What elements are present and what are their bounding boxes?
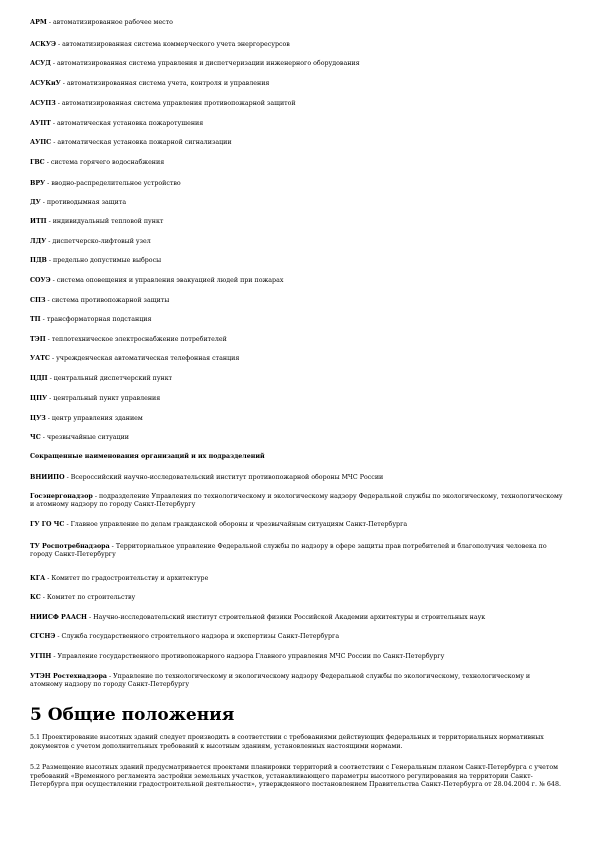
organization-entry	[30, 594, 135, 602]
abbreviation-separator: -	[44, 159, 51, 166]
organization-definition: Всероссийский научно-исследовательский институт противопожарной обороны МЧС России	[70, 474, 384, 481]
abbreviation-entry	[30, 316, 151, 324]
abbreviation-definition: автоматическая установка пожарной сигнализации	[57, 139, 232, 146]
organization-term: КГА	[30, 575, 46, 582]
abbreviation-separator: -	[46, 238, 53, 245]
abbreviation-definition: центр управления зданием	[51, 415, 143, 422]
organization-entry	[30, 633, 339, 641]
abbreviation-term: АСУД	[30, 60, 51, 67]
organization-term: КС	[30, 594, 41, 601]
organization-separator: -	[86, 614, 94, 621]
organization-term: НИИСФ РААСН	[30, 614, 87, 621]
organization-definition: Научно-исследовательский институт строительной физики Российской Академии архитектуры и строительных наук	[93, 614, 486, 621]
abbreviation-entry	[30, 180, 181, 188]
organization-entry	[30, 653, 444, 661]
abbreviation-entry	[30, 395, 160, 403]
abbreviation-definition: система оповещения и управления эвакуацией людей при пожарах	[56, 277, 284, 284]
organization-definition: Комитет по строительству	[46, 594, 136, 601]
organization-entry	[30, 474, 383, 482]
abbreviation-separator: -	[46, 19, 53, 26]
abbreviation-term: АСУКиУ	[30, 80, 61, 87]
abbreviation-term: ЦУЗ	[30, 415, 46, 422]
abbreviation-entry	[30, 199, 126, 207]
abbreviation-separator: -	[46, 218, 53, 225]
abbreviation-definition: система противопожарной защиты	[51, 297, 170, 304]
organization-term: Госэнергонадзор	[30, 493, 93, 500]
organization-separator: -	[45, 575, 52, 582]
abbreviation-separator: -	[50, 277, 57, 284]
abbreviation-term: АСУПЗ	[30, 100, 56, 107]
organization-definition: Служба государственного строительного надзора и экспертизы Санкт-Петербурга	[61, 633, 340, 640]
abbreviation-separator: -	[45, 415, 52, 422]
abbreviation-entry	[30, 355, 239, 363]
abbreviation-entry	[30, 336, 227, 344]
abbreviation-definition: автоматизированная система управления и диспетчеризации инженерного оборудования	[57, 60, 360, 67]
abbreviation-separator: -	[47, 375, 54, 382]
abbreviation-definition: трансформаторная подстанция	[46, 316, 152, 323]
abbreviation-entry	[30, 415, 143, 423]
organization-separator: -	[92, 493, 99, 500]
abbreviation-term: УАТС	[30, 355, 50, 362]
organization-term: ГУ ГО ЧС	[30, 521, 65, 528]
organizations-heading: Сокращенные наименования организаций и их подразделений	[30, 453, 265, 460]
abbreviation-separator: -	[50, 120, 58, 127]
abbreviation-definition: вводно-распределительное устройство	[51, 180, 181, 187]
abbreviation-term: ТЭП	[30, 336, 46, 343]
organization-definition: Комитет по градостроительству и архитектуре	[51, 575, 209, 582]
organization-definition: подразделение Управления по технологическому и экологическому надзору Федеральной службы по экологическому, технологическому и атомному надзору по городу Санкт-Петербургу	[30, 493, 563, 508]
organization-entry	[30, 673, 564, 689]
abbreviation-definition: автоматизированная система управления противопожарной защитой	[61, 100, 296, 107]
abbreviation-definition: индивидуальный тепловой пункт	[52, 218, 164, 225]
section-title: 5 Общие положения	[30, 705, 235, 725]
abbreviation-term: АУПС	[30, 139, 52, 146]
abbreviation-term: АСКУЭ	[30, 41, 56, 48]
abbreviation-entry	[30, 100, 296, 108]
abbreviation-entry	[30, 257, 161, 265]
abbreviation-term: ИТП	[30, 218, 47, 225]
abbreviation-separator: -	[46, 257, 54, 264]
abbreviation-definition: автоматизированная система учета, контроля и управления	[66, 80, 270, 87]
abbreviation-separator: -	[60, 80, 67, 87]
organization-separator: -	[40, 594, 47, 601]
abbreviation-definition: учрежденческая автоматическая телефонная станция	[56, 355, 240, 362]
abbreviation-term: АУПТ	[30, 120, 51, 127]
abbreviation-term: ПДВ	[30, 257, 47, 264]
organization-entry	[30, 493, 564, 509]
abbreviation-entry	[30, 41, 290, 49]
abbreviation-definition: противодымная защита	[46, 199, 127, 206]
section-paragraph: 5.2 Размещение высотных зданий предусматривается проектами планировки территорий в соответствии с Генеральным планом Санкт-Петербурга с учетом требований «Временного регламента застройки земельных участков, устанавливающего параметры высотного регулирования на территории Санкт-Петербурга при осуществлении градостроительной деятельности», утвержденного постановлением Правительства Санкт-Петербурга от 28.04.2004 г. № 648.	[30, 764, 561, 788]
abbreviation-separator: -	[47, 395, 54, 402]
organization-entry	[30, 614, 485, 622]
organization-term: ТУ Роспотребнадзора	[30, 543, 110, 550]
abbreviation-definition: автоматизированное рабочее место	[52, 19, 173, 26]
abbreviation-term: ЦПУ	[30, 395, 48, 402]
abbreviation-term: АРМ	[30, 19, 47, 26]
organization-definition: Управление государственного противопожарного надзора Главного управления МЧС России по Санкт-Петербургу	[57, 653, 445, 660]
organization-definition: Управление по технологическому и экологическому надзору Федеральной службы по экологическому, технологическому и атомному надзору по городу Санкт-Петербургу	[30, 673, 531, 688]
abbreviation-entry	[30, 297, 169, 305]
abbreviation-definition: диспетчерско-лифтовый узел	[52, 238, 151, 245]
organization-term: УГПН	[30, 653, 52, 660]
abbreviation-definition: центральный пункт управления	[53, 395, 161, 402]
abbreviation-term: СОУЭ	[30, 277, 51, 284]
organization-entry	[30, 521, 407, 529]
organization-term: УТЭН Ростехнадзора	[30, 673, 107, 680]
organization-separator: -	[51, 653, 58, 660]
abbreviation-separator: -	[56, 41, 63, 48]
abbreviation-definition: предельно допустимые выбросы	[53, 257, 162, 264]
abbreviation-separator: -	[40, 199, 47, 206]
abbreviation-term: СПЗ	[30, 297, 46, 304]
organization-entry	[30, 575, 208, 583]
abbreviation-separator: -	[45, 297, 52, 304]
abbreviation-entry	[30, 80, 269, 88]
abbreviation-definition: центральный диспетчерский пункт	[53, 375, 173, 382]
organization-definition: Главное управление по делам гражданской обороны и чрезвычайным ситуациям Санкт-Петербурга	[70, 521, 408, 528]
abbreviation-definition: автоматическая установка пожаротушения	[57, 120, 204, 127]
abbreviation-definition: теплотехническое электроснабжение потребителей	[51, 336, 227, 343]
abbreviation-entry	[30, 434, 129, 442]
abbreviation-separator: -	[55, 100, 62, 107]
section-paragraph: 5.1 Проектирование высотных зданий следует производить в соответствии с требованиями действующих федеральных и территориальных нормативных документов с учетом дополнительных требований к высотным зданиям, установленных настоящими нормами.	[30, 734, 544, 750]
abbreviation-term: ВРУ	[30, 180, 46, 187]
organization-entry	[30, 543, 564, 559]
abbreviation-term: ТП	[30, 316, 41, 323]
abbreviation-separator: -	[45, 336, 52, 343]
abbreviation-definition: чрезвычайные ситуации	[46, 434, 129, 441]
abbreviation-definition: автоматизированная система коммерческого учета энергоресурсов	[62, 41, 290, 48]
organization-separator: -	[109, 543, 116, 550]
organization-definition: Территориальное управление Федеральной службы по надзору в сфере защиты прав потребителей и благополучия человека по городу Санкт-Петербургу	[30, 543, 547, 558]
abbreviation-entry	[30, 120, 203, 128]
abbreviation-term: ЧС	[30, 434, 41, 441]
organization-term: ВНИИПО	[30, 474, 65, 481]
abbreviation-term: ЦДП	[30, 375, 48, 382]
organization-separator: -	[64, 521, 71, 528]
abbreviation-entry	[30, 159, 164, 167]
abbreviation-term: ДУ	[30, 199, 41, 206]
organization-separator: -	[106, 673, 114, 680]
abbreviation-separator: -	[50, 60, 57, 67]
abbreviation-entry	[30, 277, 283, 285]
organization-term: СГСНЭ	[30, 633, 56, 640]
abbreviation-separator: -	[40, 434, 47, 441]
abbreviation-entry	[30, 139, 232, 147]
organization-separator: -	[64, 474, 71, 481]
abbreviation-definition: система горячего водоснабжения	[50, 159, 165, 166]
abbreviation-entry	[30, 19, 173, 27]
abbreviation-term: ГВС	[30, 159, 45, 166]
organization-separator: -	[55, 633, 62, 640]
abbreviation-entry	[30, 238, 151, 246]
abbreviation-separator: -	[45, 180, 52, 187]
abbreviation-entry	[30, 60, 360, 68]
abbreviation-entry	[30, 375, 172, 383]
abbreviation-entry	[30, 218, 163, 226]
abbreviation-term: ЛДУ	[30, 238, 47, 245]
abbreviation-separator: -	[51, 139, 58, 146]
abbreviation-separator: -	[40, 316, 47, 323]
abbreviation-separator: -	[49, 355, 57, 362]
